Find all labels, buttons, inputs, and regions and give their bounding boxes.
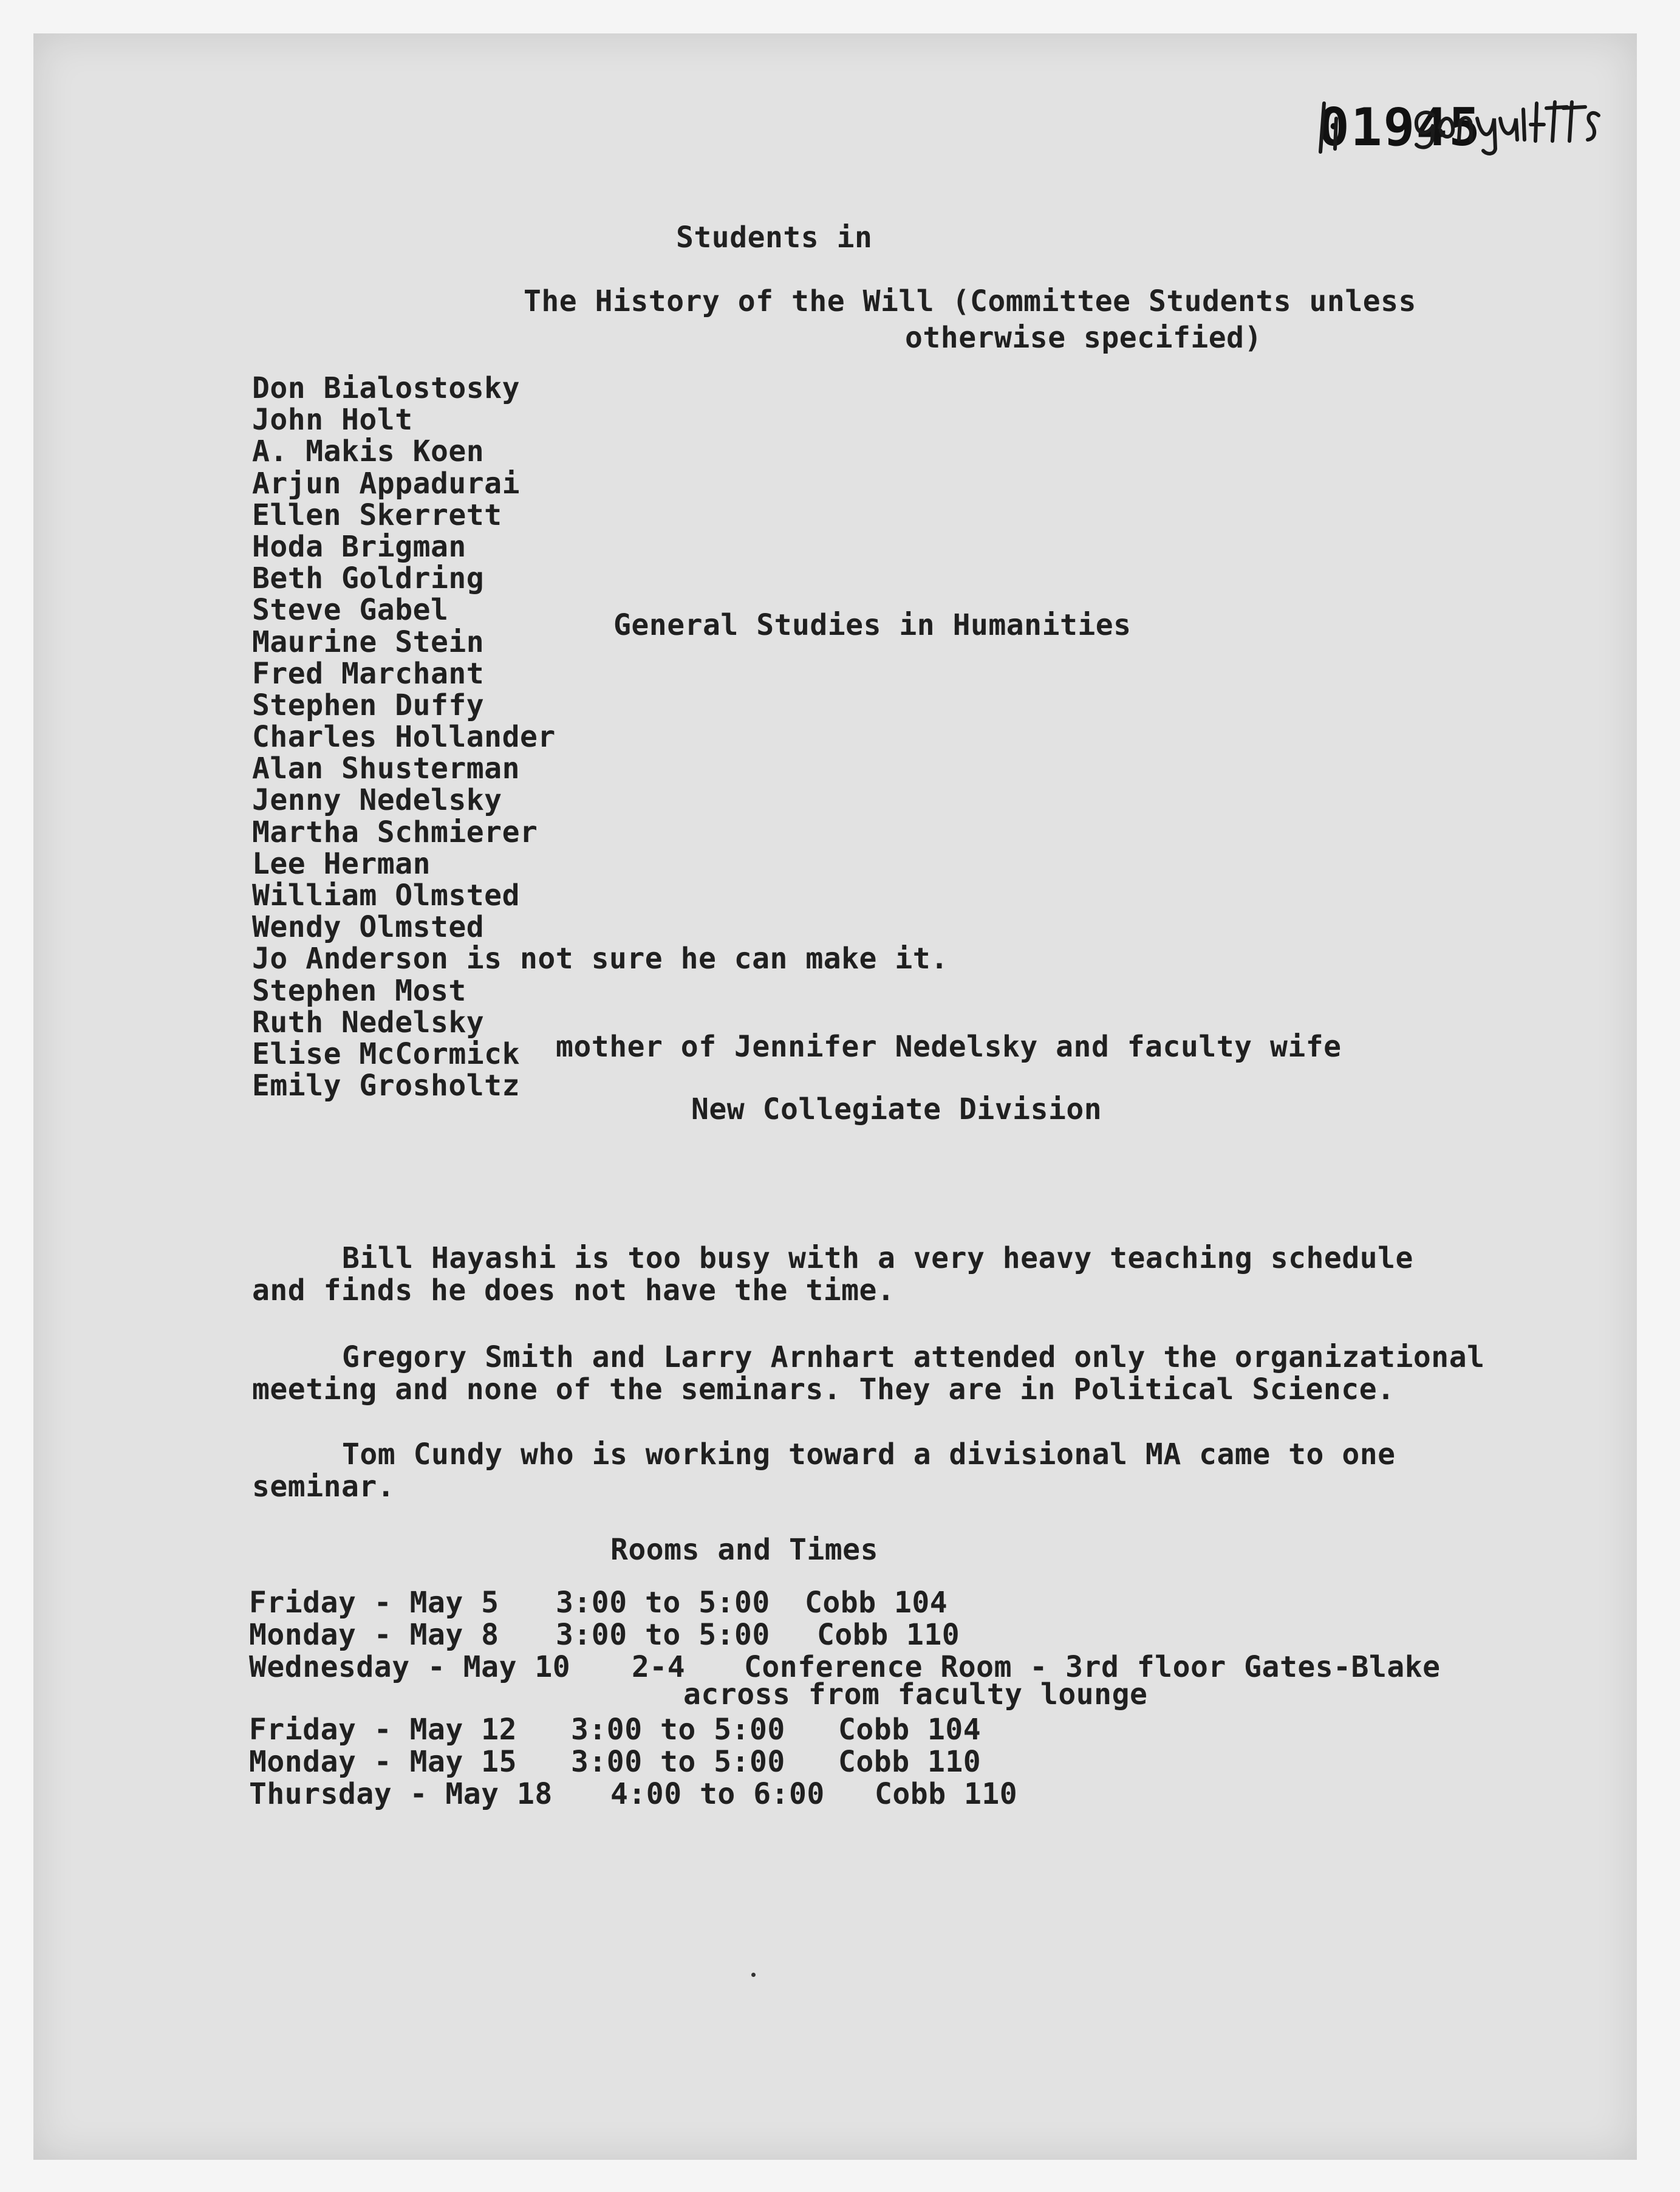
schedule-room: Conference Room - 3rd floor Gates-Blake (744, 1650, 1441, 1684)
schedule-time: 3:00 to 5:00 (571, 1713, 785, 1747)
schedule-day: Friday - May 5 (249, 1586, 499, 1620)
list-item: Maurine Stein (252, 625, 485, 659)
list-item: Emily Grosholtz (252, 1069, 520, 1103)
list-item: Stephen Most (252, 973, 466, 1008)
note-new-collegiate: New Collegiate Division (691, 1092, 1102, 1126)
schedule-day: Thursday - May 18 (249, 1777, 553, 1811)
schedule-time: 4:00 to 6:00 (610, 1777, 825, 1811)
list-item: Steve Gabel (252, 593, 449, 628)
list-item: Wendy Olmsted (252, 910, 485, 945)
list-item: John Holt (252, 403, 413, 437)
schedule-day: Wednesday - May 10 (249, 1650, 571, 1684)
para-cundy-line2: seminar. (252, 1470, 395, 1504)
student-list (252, 372, 949, 1101)
schedule-day: Monday - May 8 (249, 1618, 499, 1652)
title-course: The History of the Will (Committee Students unless (524, 284, 1416, 318)
schedule-time: 3:00 to 5:00 (556, 1618, 770, 1652)
schedule-room: Cobb 110 (875, 1777, 1018, 1811)
list-item: Ruth Nedelsky (252, 1005, 485, 1039)
title-specified: otherwise specified) (905, 321, 1262, 355)
schedule-day: Friday - May 12 (249, 1713, 517, 1747)
list-item: Don Bialostosky (252, 371, 520, 405)
archive-stamp-number: 0194​5 (1318, 97, 1481, 158)
list-item: William Olmsted (252, 879, 520, 913)
title-students-in: Students in (676, 221, 873, 255)
schedule-room: Cobb 104 (838, 1713, 982, 1747)
schedule-room-detail: across from faculty lounge (683, 1677, 1148, 1711)
para-hayashi-line2: and finds he does not have the time. (252, 1273, 895, 1307)
list-item: Ellen Skerrett (252, 498, 502, 532)
list-item: Beth Goldring (252, 561, 485, 596)
schedule-room: Cobb 110 (817, 1618, 960, 1652)
list-item: Martha Schmierer (252, 815, 538, 849)
list-item: Alan Shusterman (252, 752, 520, 786)
list-item: Hoda Brigman (252, 529, 466, 564)
handwritten-note-icon (1318, 91, 1603, 158)
list-item: Jo Anderson is not sure he can make it. (252, 942, 949, 976)
schedule-day: Monday - May 15 (249, 1745, 517, 1779)
para-smith-line1: Gregory Smith and Larry Arnhart attended only the organizational (342, 1340, 1485, 1374)
list-item: Arjun Appadurai (252, 466, 520, 501)
para-smith-line2: meeting and none of the seminars. They are in Political Science. (252, 1372, 1395, 1406)
list-item: A. Makis Koen (252, 434, 485, 469)
note-ruth-nedelsky: mother of Jennifer Nedelsky and faculty wife (556, 1030, 1342, 1064)
list-item: Jenny Nedelsky (252, 783, 502, 818)
list-item: Lee Herman (252, 846, 431, 881)
list-item: Elise McCormick (252, 1036, 520, 1071)
schedule-time: 2-4 (632, 1650, 686, 1684)
schedule-time: 3:00 to 5:00 (571, 1745, 785, 1779)
note-general-studies: General Studies in Humanities (613, 608, 1132, 642)
para-hayashi-line1: Bill Hayashi is too busy with a very heavy teaching schedule (342, 1241, 1413, 1275)
rooms-heading: Rooms and Times (610, 1533, 878, 1567)
schedule-room: Cobb 104 (805, 1586, 948, 1620)
schedule-time: 3:00 to 5:00 (556, 1586, 770, 1620)
list-item: Stephen Duffy (252, 688, 485, 722)
para-cundy-line1: Tom Cundy who is working toward a divisional MA came to one (342, 1437, 1396, 1471)
schedule-room: Cobb 110 (838, 1745, 982, 1779)
paper-speck (751, 1973, 756, 1977)
list-item: Fred Marchant (252, 656, 485, 691)
list-item: Charles Hollander (252, 720, 556, 755)
